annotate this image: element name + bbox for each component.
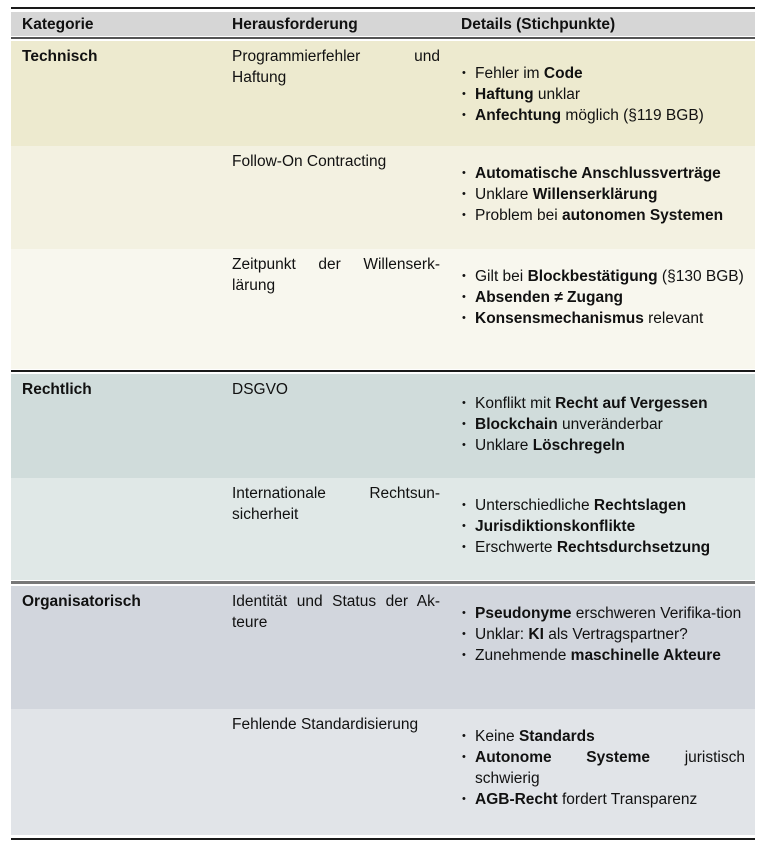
detail-item: • Blockchain unveränderbar [461,414,745,435]
detail-item: • AGB-Recht fordert Transparenz [461,789,745,810]
detail-item: • Erschwerte Rechtsdurchsetzung [461,537,745,558]
challenge-label: Internationale Rechtsun- sicherheit [232,485,440,523]
detail-item: • Anfechtung möglich (§119 BGB) [461,105,745,126]
detail-item: • Haftung unklar [461,84,745,105]
challenge-label: Identität und Status der Ak- teure [232,593,440,631]
detail-item: • Zunehmende maschinelle Akteure [461,645,745,666]
details-list [461,63,745,126]
details-list [461,393,745,456]
challenge-label: Zeitpunkt der Willenserk- lärung [232,256,440,294]
challenge-label: Fehlende Standardisierung [232,716,419,733]
detail-item: • Konsensmechanismus relevant [461,308,745,329]
challenge-label: Follow-On Contracting [232,153,387,170]
category-label: Organisatorisch [22,593,141,610]
table-row [11,146,755,249]
category-label: Rechtlich [22,381,92,398]
detail-item: • Unklare Willenserklärung [461,184,745,205]
detail-item: • Unklare Löschregeln [461,435,745,456]
detail-item: • Absenden ≠ Zugang [461,287,745,308]
header-kategorie: Kategorie [22,16,94,33]
challenge-label: Programmierfehler und Haftung [232,48,440,86]
challenges-table [11,7,755,840]
detail-item: • Automatische Anschlussverträge [461,163,745,184]
table-row [11,41,755,146]
table-row [11,374,755,478]
challenge-label: DSGVO [232,381,288,398]
table-row [11,709,755,835]
detail-item: • Pseudonyme erschweren Verifika-tion [461,603,745,624]
details-list [461,603,745,666]
detail-item: • Autonome Systeme juristisch schwierig [461,747,745,789]
detail-item: • Jurisdiktionskonflikte [461,516,745,537]
details-list [461,266,745,329]
detail-item: • Unklar: KI als Vertragspartner? [461,624,745,645]
table-row [11,249,755,369]
details-list [461,163,745,226]
header-herausforderung: Herausforderung [232,16,358,33]
table-row [11,478,755,580]
detail-item: • Gilt bei Blockbestätigung (§130 BGB) [461,266,745,287]
detail-item: • Keine Standards [461,726,745,747]
category-label: Technisch [22,48,98,65]
table-row [11,586,755,709]
details-list [461,495,745,558]
details-list [461,726,745,810]
table-header [11,12,755,36]
detail-item: • Fehler im Code [461,63,745,84]
table-bottom-rule [11,838,755,840]
header-details: Details (Stichpunkte) [461,16,616,33]
detail-item: • Konflikt mit Recht auf Vergessen [461,393,745,414]
detail-item: • Problem bei autonomen Systemen [461,205,745,226]
detail-item: • Unterschiedliche Rechtslagen [461,495,745,516]
